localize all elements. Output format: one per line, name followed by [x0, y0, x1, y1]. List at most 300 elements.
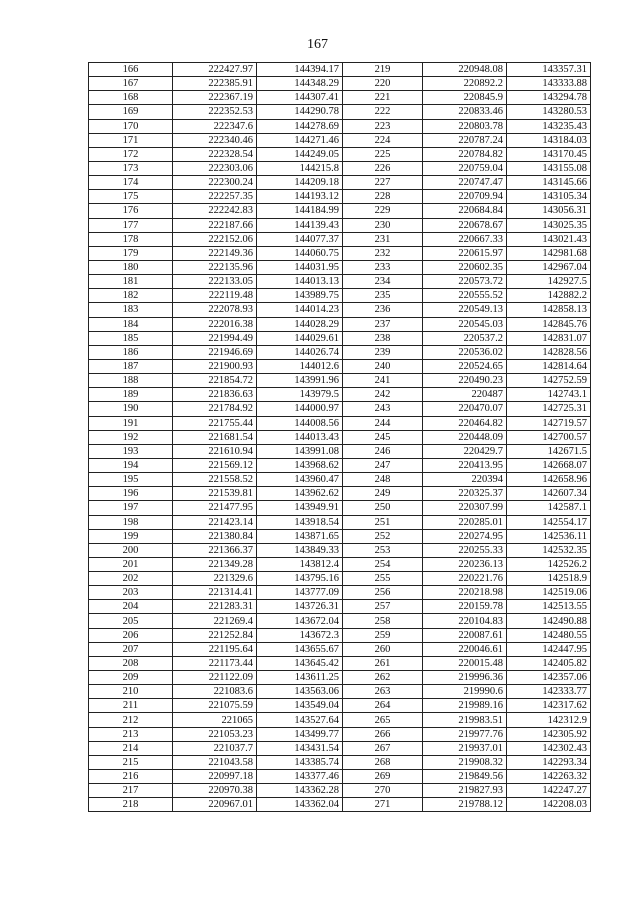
y-coordinate-cell: 144000.97	[257, 402, 343, 416]
point-number-cell: 225	[343, 147, 423, 161]
table-row	[89, 63, 591, 77]
y-coordinate-cell: 144029.61	[257, 331, 343, 345]
point-number-cell: 245	[343, 430, 423, 444]
x-coordinate-cell: 220759.04	[423, 161, 507, 175]
point-number-cell: 173	[89, 161, 173, 175]
y-coordinate-cell: 143362.28	[257, 784, 343, 798]
y-coordinate-cell: 144348.29	[257, 77, 343, 91]
point-number-cell: 170	[89, 119, 173, 133]
point-number-cell: 260	[343, 642, 423, 656]
point-number-cell: 210	[89, 685, 173, 699]
x-coordinate-cell: 220684.84	[423, 204, 507, 218]
y-coordinate-cell: 143871.65	[257, 529, 343, 543]
point-number-cell: 201	[89, 557, 173, 571]
x-coordinate-cell: 221836.63	[173, 388, 257, 402]
x-coordinate-cell: 220104.83	[423, 614, 507, 628]
x-coordinate-cell: 222152.06	[173, 232, 257, 246]
table-row	[89, 147, 591, 161]
y-coordinate-cell: 144014.23	[257, 303, 343, 317]
y-coordinate-cell: 142317.62	[507, 699, 591, 713]
table-row	[89, 600, 591, 614]
x-coordinate-cell: 220464.82	[423, 416, 507, 430]
y-coordinate-cell: 144013.43	[257, 430, 343, 444]
point-number-cell: 186	[89, 345, 173, 359]
y-coordinate-cell: 142405.82	[507, 656, 591, 670]
x-coordinate-cell: 220667.33	[423, 232, 507, 246]
x-coordinate-cell: 220218.98	[423, 586, 507, 600]
table-row	[89, 741, 591, 755]
table-row	[89, 289, 591, 303]
table-row	[89, 727, 591, 741]
x-coordinate-cell: 220545.03	[423, 317, 507, 331]
x-coordinate-cell: 222133.05	[173, 275, 257, 289]
point-number-cell: 271	[343, 798, 423, 812]
x-coordinate-cell: 219996.36	[423, 671, 507, 685]
y-coordinate-cell: 142658.96	[507, 473, 591, 487]
point-number-cell: 223	[343, 119, 423, 133]
table-row	[89, 345, 591, 359]
table-row	[89, 204, 591, 218]
x-coordinate-cell: 222303.06	[173, 161, 257, 175]
x-coordinate-cell: 221477.95	[173, 501, 257, 515]
point-number-cell: 172	[89, 147, 173, 161]
x-coordinate-cell: 222340.46	[173, 133, 257, 147]
point-number-cell: 249	[343, 487, 423, 501]
x-coordinate-cell: 221075.59	[173, 699, 257, 713]
x-coordinate-cell: 219827.93	[423, 784, 507, 798]
table-row	[89, 770, 591, 784]
table-row	[89, 713, 591, 727]
y-coordinate-cell: 142519.06	[507, 586, 591, 600]
x-coordinate-cell: 220787.24	[423, 133, 507, 147]
x-coordinate-cell: 221558.52	[173, 473, 257, 487]
y-coordinate-cell: 144271.46	[257, 133, 343, 147]
x-coordinate-cell: 222016.38	[173, 317, 257, 331]
y-coordinate-cell: 144215.8	[257, 161, 343, 175]
y-coordinate-cell: 142981.68	[507, 246, 591, 260]
x-coordinate-cell: 220524.65	[423, 359, 507, 373]
point-number-cell: 256	[343, 586, 423, 600]
point-number-cell: 264	[343, 699, 423, 713]
point-number-cell: 222	[343, 105, 423, 119]
point-number-cell: 244	[343, 416, 423, 430]
y-coordinate-cell: 143333.88	[507, 77, 591, 91]
x-coordinate-cell: 222367.19	[173, 91, 257, 105]
x-coordinate-cell: 220087.61	[423, 628, 507, 642]
table-row	[89, 501, 591, 515]
y-coordinate-cell: 143849.33	[257, 543, 343, 557]
x-coordinate-cell: 220325.37	[423, 487, 507, 501]
x-coordinate-cell: 222119.48	[173, 289, 257, 303]
x-coordinate-cell: 220429.7	[423, 444, 507, 458]
point-number-cell: 168	[89, 91, 173, 105]
y-coordinate-cell: 143145.66	[507, 176, 591, 190]
y-coordinate-cell: 143280.53	[507, 105, 591, 119]
point-number-cell: 232	[343, 246, 423, 260]
y-coordinate-cell: 143968.62	[257, 458, 343, 472]
point-number-cell: 247	[343, 458, 423, 472]
point-number-cell: 220	[343, 77, 423, 91]
point-number-cell: 228	[343, 190, 423, 204]
point-number-cell: 270	[343, 784, 423, 798]
table-row	[89, 699, 591, 713]
x-coordinate-cell: 219937.01	[423, 741, 507, 755]
y-coordinate-cell: 142513.55	[507, 600, 591, 614]
x-coordinate-cell: 221569.12	[173, 458, 257, 472]
x-coordinate-cell: 220285.01	[423, 515, 507, 529]
coordinates-table	[88, 62, 591, 812]
x-coordinate-cell: 221083.6	[173, 685, 257, 699]
point-number-cell: 237	[343, 317, 423, 331]
x-coordinate-cell: 220615.97	[423, 246, 507, 260]
x-coordinate-cell: 220046.61	[423, 642, 507, 656]
y-coordinate-cell: 143918.54	[257, 515, 343, 529]
y-coordinate-cell: 142447.95	[507, 642, 591, 656]
y-coordinate-cell: 143991.96	[257, 374, 343, 388]
x-coordinate-cell: 219989.16	[423, 699, 507, 713]
point-number-cell: 254	[343, 557, 423, 571]
y-coordinate-cell: 142305.92	[507, 727, 591, 741]
point-number-cell: 192	[89, 430, 173, 444]
y-coordinate-cell: 143960.47	[257, 473, 343, 487]
y-coordinate-cell: 142700.57	[507, 430, 591, 444]
table-row	[89, 91, 591, 105]
x-coordinate-cell: 220555.52	[423, 289, 507, 303]
y-coordinate-cell: 142554.17	[507, 515, 591, 529]
x-coordinate-cell: 221610.94	[173, 444, 257, 458]
y-coordinate-cell: 143357.31	[507, 63, 591, 77]
point-number-cell: 229	[343, 204, 423, 218]
table-row	[89, 303, 591, 317]
point-number-cell: 213	[89, 727, 173, 741]
point-number-cell: 185	[89, 331, 173, 345]
y-coordinate-cell: 144012.6	[257, 359, 343, 373]
y-coordinate-cell: 143105.34	[507, 190, 591, 204]
point-number-cell: 187	[89, 359, 173, 373]
table-row	[89, 685, 591, 699]
table-row	[89, 572, 591, 586]
x-coordinate-cell: 222242.83	[173, 204, 257, 218]
table-row	[89, 458, 591, 472]
x-coordinate-cell: 221946.69	[173, 345, 257, 359]
y-coordinate-cell: 143170.45	[507, 147, 591, 161]
y-coordinate-cell: 142719.57	[507, 416, 591, 430]
y-coordinate-cell: 143549.04	[257, 699, 343, 713]
y-coordinate-cell: 142357.06	[507, 671, 591, 685]
point-number-cell: 171	[89, 133, 173, 147]
y-coordinate-cell: 143672.3	[257, 628, 343, 642]
x-coordinate-cell: 222135.96	[173, 260, 257, 274]
x-coordinate-cell: 222149.36	[173, 246, 257, 260]
x-coordinate-cell: 220159.78	[423, 600, 507, 614]
x-coordinate-cell: 220892.2	[423, 77, 507, 91]
y-coordinate-cell: 142490.88	[507, 614, 591, 628]
y-coordinate-cell: 142671.5	[507, 444, 591, 458]
y-coordinate-cell: 142967.04	[507, 260, 591, 274]
x-coordinate-cell: 220448.09	[423, 430, 507, 444]
y-coordinate-cell: 143362.04	[257, 798, 343, 812]
y-coordinate-cell: 143294.78	[507, 91, 591, 105]
y-coordinate-cell: 144278.69	[257, 119, 343, 133]
x-coordinate-cell: 221252.84	[173, 628, 257, 642]
x-coordinate-cell: 221900.93	[173, 359, 257, 373]
point-number-cell: 183	[89, 303, 173, 317]
table-row	[89, 260, 591, 274]
x-coordinate-cell: 219908.32	[423, 755, 507, 769]
x-coordinate-cell: 221423.14	[173, 515, 257, 529]
point-number-cell: 207	[89, 642, 173, 656]
y-coordinate-cell: 143155.08	[507, 161, 591, 175]
point-number-cell: 189	[89, 388, 173, 402]
y-coordinate-cell: 144209.18	[257, 176, 343, 190]
y-coordinate-cell: 142725.31	[507, 402, 591, 416]
y-coordinate-cell: 144013.13	[257, 275, 343, 289]
x-coordinate-cell: 219983.51	[423, 713, 507, 727]
y-coordinate-cell: 142668.07	[507, 458, 591, 472]
y-coordinate-cell: 143949.91	[257, 501, 343, 515]
x-coordinate-cell: 220487	[423, 388, 507, 402]
point-number-cell: 200	[89, 543, 173, 557]
point-number-cell: 188	[89, 374, 173, 388]
x-coordinate-cell: 222328.54	[173, 147, 257, 161]
x-coordinate-cell: 220549.13	[423, 303, 507, 317]
y-coordinate-cell: 142927.5	[507, 275, 591, 289]
table-row	[89, 444, 591, 458]
point-number-cell: 197	[89, 501, 173, 515]
x-coordinate-cell: 221366.37	[173, 543, 257, 557]
y-coordinate-cell: 144008.56	[257, 416, 343, 430]
y-coordinate-cell: 143672.04	[257, 614, 343, 628]
point-number-cell: 248	[343, 473, 423, 487]
x-coordinate-cell: 220490.23	[423, 374, 507, 388]
point-number-cell: 218	[89, 798, 173, 812]
point-number-cell: 241	[343, 374, 423, 388]
y-coordinate-cell: 142814.64	[507, 359, 591, 373]
point-number-cell: 226	[343, 161, 423, 175]
y-coordinate-cell: 143611.25	[257, 671, 343, 685]
y-coordinate-cell: 143726.31	[257, 600, 343, 614]
table-row	[89, 642, 591, 656]
table-row	[89, 430, 591, 444]
x-coordinate-cell: 221329.6	[173, 572, 257, 586]
point-number-cell: 263	[343, 685, 423, 699]
y-coordinate-cell: 142743.1	[507, 388, 591, 402]
y-coordinate-cell: 143431.54	[257, 741, 343, 755]
y-coordinate-cell: 142333.77	[507, 685, 591, 699]
x-coordinate-cell: 219849.56	[423, 770, 507, 784]
table-row	[89, 515, 591, 529]
point-number-cell: 253	[343, 543, 423, 557]
table-row	[89, 190, 591, 204]
y-coordinate-cell: 143979.5	[257, 388, 343, 402]
point-number-cell: 236	[343, 303, 423, 317]
y-coordinate-cell: 142587.1	[507, 501, 591, 515]
x-coordinate-cell: 220709.94	[423, 190, 507, 204]
point-number-cell: 191	[89, 416, 173, 430]
point-number-cell: 238	[343, 331, 423, 345]
y-coordinate-cell: 143499.77	[257, 727, 343, 741]
x-coordinate-cell: 220274.95	[423, 529, 507, 543]
x-coordinate-cell: 221784.92	[173, 402, 257, 416]
table-row	[89, 275, 591, 289]
x-coordinate-cell: 220221.76	[423, 572, 507, 586]
x-coordinate-cell: 221173.44	[173, 656, 257, 670]
y-coordinate-cell: 143377.46	[257, 770, 343, 784]
table-row	[89, 487, 591, 501]
x-coordinate-cell: 221043.58	[173, 755, 257, 769]
point-number-cell: 262	[343, 671, 423, 685]
point-number-cell: 206	[89, 628, 173, 642]
y-coordinate-cell: 143235.43	[507, 119, 591, 133]
point-number-cell: 224	[343, 133, 423, 147]
x-coordinate-cell: 220413.95	[423, 458, 507, 472]
x-coordinate-cell: 219977.76	[423, 727, 507, 741]
point-number-cell: 221	[343, 91, 423, 105]
table-row	[89, 105, 591, 119]
point-number-cell: 240	[343, 359, 423, 373]
y-coordinate-cell: 142858.13	[507, 303, 591, 317]
point-number-cell: 265	[343, 713, 423, 727]
table-row	[89, 529, 591, 543]
x-coordinate-cell: 221755.44	[173, 416, 257, 430]
point-number-cell: 227	[343, 176, 423, 190]
point-number-cell: 216	[89, 770, 173, 784]
x-coordinate-cell: 221269.4	[173, 614, 257, 628]
x-coordinate-cell: 222300.24	[173, 176, 257, 190]
table-row	[89, 473, 591, 487]
point-number-cell: 198	[89, 515, 173, 529]
table-row	[89, 656, 591, 670]
y-coordinate-cell: 144031.95	[257, 260, 343, 274]
point-number-cell: 215	[89, 755, 173, 769]
table-row	[89, 176, 591, 190]
y-coordinate-cell: 142845.76	[507, 317, 591, 331]
point-number-cell: 259	[343, 628, 423, 642]
y-coordinate-cell: 142480.55	[507, 628, 591, 642]
y-coordinate-cell: 142536.11	[507, 529, 591, 543]
point-number-cell: 243	[343, 402, 423, 416]
point-number-cell: 193	[89, 444, 173, 458]
point-number-cell: 196	[89, 487, 173, 501]
coordinates-table-body	[89, 63, 591, 812]
y-coordinate-cell: 142882.2	[507, 289, 591, 303]
point-number-cell: 267	[343, 741, 423, 755]
x-coordinate-cell: 222352.53	[173, 105, 257, 119]
y-coordinate-cell: 144060.75	[257, 246, 343, 260]
point-number-cell: 268	[343, 755, 423, 769]
table-row	[89, 133, 591, 147]
point-number-cell: 217	[89, 784, 173, 798]
table-row	[89, 77, 591, 91]
point-number-cell: 233	[343, 260, 423, 274]
point-number-cell: 194	[89, 458, 173, 472]
point-number-cell: 219	[343, 63, 423, 77]
y-coordinate-cell: 142831.07	[507, 331, 591, 345]
x-coordinate-cell: 222187.66	[173, 218, 257, 232]
x-coordinate-cell: 220394	[423, 473, 507, 487]
point-number-cell: 211	[89, 699, 173, 713]
table-row	[89, 232, 591, 246]
x-coordinate-cell: 222385.91	[173, 77, 257, 91]
y-coordinate-cell: 144249.05	[257, 147, 343, 161]
y-coordinate-cell: 142607.34	[507, 487, 591, 501]
point-number-cell: 190	[89, 402, 173, 416]
table-row	[89, 543, 591, 557]
x-coordinate-cell: 221539.81	[173, 487, 257, 501]
x-coordinate-cell: 221349.28	[173, 557, 257, 571]
x-coordinate-cell: 221065	[173, 713, 257, 727]
point-number-cell: 184	[89, 317, 173, 331]
x-coordinate-cell: 221122.09	[173, 671, 257, 685]
point-number-cell: 179	[89, 246, 173, 260]
x-coordinate-cell: 221195.64	[173, 642, 257, 656]
x-coordinate-cell: 220602.35	[423, 260, 507, 274]
point-number-cell: 174	[89, 176, 173, 190]
x-coordinate-cell: 219788.12	[423, 798, 507, 812]
point-number-cell: 266	[343, 727, 423, 741]
x-coordinate-cell: 220537.2	[423, 331, 507, 345]
point-number-cell: 231	[343, 232, 423, 246]
x-coordinate-cell: 220236.13	[423, 557, 507, 571]
table-row	[89, 374, 591, 388]
point-number-cell: 203	[89, 586, 173, 600]
point-number-cell: 239	[343, 345, 423, 359]
y-coordinate-cell: 144139.43	[257, 218, 343, 232]
table-row	[89, 218, 591, 232]
table-row	[89, 784, 591, 798]
point-number-cell: 205	[89, 614, 173, 628]
table-row	[89, 388, 591, 402]
x-coordinate-cell: 221854.72	[173, 374, 257, 388]
point-number-cell: 202	[89, 572, 173, 586]
y-coordinate-cell: 144307.41	[257, 91, 343, 105]
y-coordinate-cell: 143021.43	[507, 232, 591, 246]
x-coordinate-cell: 220970.38	[173, 784, 257, 798]
x-coordinate-cell: 220833.46	[423, 105, 507, 119]
table-row	[89, 161, 591, 175]
x-coordinate-cell: 222078.93	[173, 303, 257, 317]
x-coordinate-cell: 220678.67	[423, 218, 507, 232]
y-coordinate-cell: 142752.59	[507, 374, 591, 388]
point-number-cell: 195	[89, 473, 173, 487]
y-coordinate-cell: 143645.42	[257, 656, 343, 670]
point-number-cell: 199	[89, 529, 173, 543]
table-row	[89, 402, 591, 416]
point-number-cell: 214	[89, 741, 173, 755]
y-coordinate-cell: 142518.9	[507, 572, 591, 586]
x-coordinate-cell: 220255.33	[423, 543, 507, 557]
x-coordinate-cell: 220967.01	[173, 798, 257, 812]
point-number-cell: 212	[89, 713, 173, 727]
point-number-cell: 235	[343, 289, 423, 303]
point-number-cell: 166	[89, 63, 173, 77]
y-coordinate-cell: 144290.78	[257, 105, 343, 119]
point-number-cell: 169	[89, 105, 173, 119]
table-row	[89, 246, 591, 260]
x-coordinate-cell: 222347.6	[173, 119, 257, 133]
y-coordinate-cell: 144184.99	[257, 204, 343, 218]
y-coordinate-cell: 144026.74	[257, 345, 343, 359]
y-coordinate-cell: 143025.35	[507, 218, 591, 232]
y-coordinate-cell: 142532.35	[507, 543, 591, 557]
x-coordinate-cell: 221380.84	[173, 529, 257, 543]
y-coordinate-cell: 143184.03	[507, 133, 591, 147]
y-coordinate-cell: 144077.37	[257, 232, 343, 246]
point-number-cell: 180	[89, 260, 173, 274]
y-coordinate-cell: 143989.75	[257, 289, 343, 303]
x-coordinate-cell: 220948.08	[423, 63, 507, 77]
table-row	[89, 755, 591, 769]
